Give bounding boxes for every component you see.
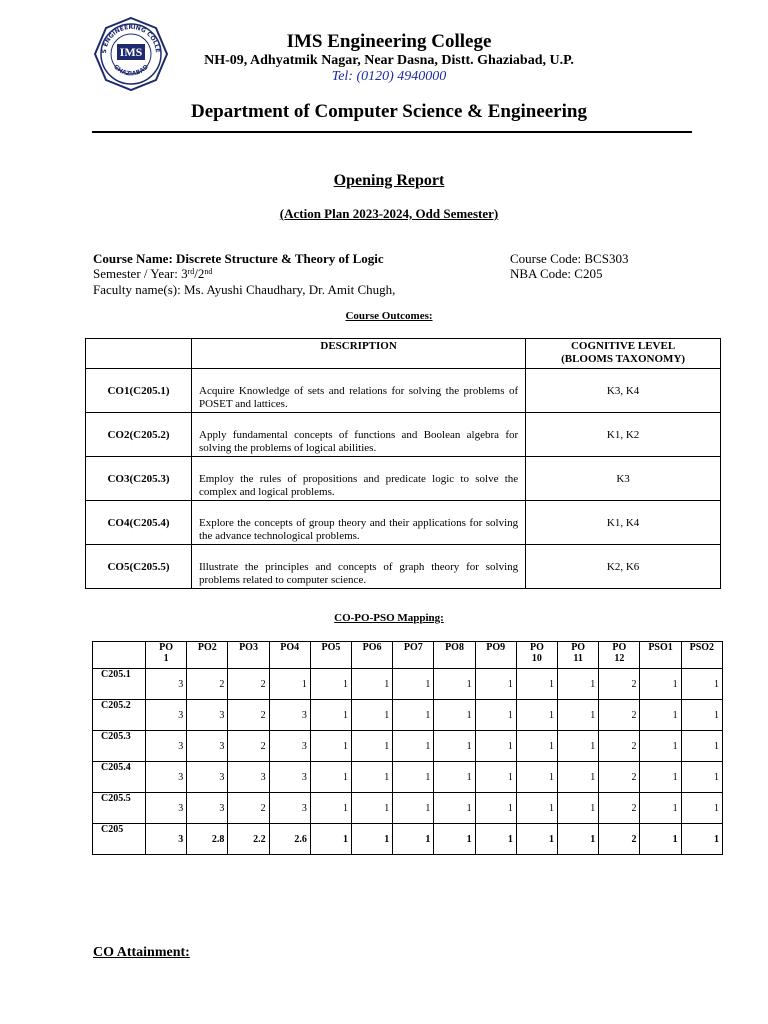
mapping-heading: CO-PO-PSO Mapping: bbox=[334, 612, 444, 624]
mapping-cell: 3 bbox=[187, 700, 228, 731]
mapping-cell: 1 bbox=[393, 762, 434, 793]
faculty-line: Faculty name(s): Ms. Ayushi Chaudhary, Dr. Amit Chugh, bbox=[93, 282, 396, 297]
mapping-cell: 1 bbox=[310, 762, 351, 793]
logo-ring-bottom-text: GHAZIABAD bbox=[112, 63, 150, 78]
mapping-column-header: PO8 bbox=[434, 642, 475, 669]
co-description: Acquire Knowledge of sets and relations for solving the problems of POSET and lattices. bbox=[192, 369, 526, 413]
mapping-column-header: PO5 bbox=[310, 642, 351, 669]
mapping-column-header: PO 10 bbox=[516, 642, 557, 669]
co-description: Explore the concepts of group theory and their applications for solving the advance technological problems. bbox=[192, 501, 526, 545]
mapping-cell: 2 bbox=[228, 700, 269, 731]
mapping-cell: 1 bbox=[310, 824, 351, 855]
mapping-cell: 3 bbox=[146, 793, 187, 824]
mapping-cell: 3 bbox=[187, 731, 228, 762]
mapping-column-header: PO 1 bbox=[146, 642, 187, 669]
mapping-cell: 3 bbox=[269, 793, 310, 824]
college-name: IMS Engineering College bbox=[286, 31, 492, 52]
mapping-cell: 3 bbox=[269, 700, 310, 731]
mapping-cell: 1 bbox=[558, 762, 599, 793]
mapping-cell: 1 bbox=[558, 700, 599, 731]
mapping-cell: 1 bbox=[640, 669, 681, 700]
mapping-cell: 1 bbox=[310, 700, 351, 731]
action-plan-subtitle: (Action Plan 2023-2024, Odd Semester) bbox=[279, 206, 499, 221]
mapping-cell: 2 bbox=[599, 793, 640, 824]
mapping-cell: 2 bbox=[599, 824, 640, 855]
mapping-cell: 1 bbox=[393, 793, 434, 824]
mapping-column-header: PO3 bbox=[228, 642, 269, 669]
mapping-cell: 1 bbox=[516, 824, 557, 855]
mapping-cell: 1 bbox=[434, 824, 475, 855]
co-level: K1, K2 bbox=[526, 413, 721, 457]
co-row bbox=[86, 501, 721, 545]
mapping-cell: 3 bbox=[269, 731, 310, 762]
mapping-cell: 1 bbox=[393, 731, 434, 762]
co-attainment-heading: CO Attainment: bbox=[93, 945, 190, 960]
college-address: NH-09, Adhyatmik Nagar, Near Dasna, Distt. Ghaziabad, U.P. bbox=[204, 53, 574, 68]
co-description: Employ the rules of propositions and predicate logic to solve the complex and logical problems. bbox=[192, 457, 526, 501]
mapping-cell: 3 bbox=[228, 762, 269, 793]
mapping-row bbox=[93, 793, 723, 824]
mapping-cell: 1 bbox=[393, 700, 434, 731]
mapping-cell: 1 bbox=[352, 824, 393, 855]
mapping-row-label: C205.2 bbox=[93, 700, 146, 731]
co-description: Illustrate the principles and concepts of graph theory for solving problems related to computer science. bbox=[192, 545, 526, 589]
mapping-column-header: PO9 bbox=[475, 642, 516, 669]
mapping-cell: 1 bbox=[640, 793, 681, 824]
mapping-cell: 2 bbox=[599, 700, 640, 731]
mapping-cell: 1 bbox=[310, 669, 351, 700]
mapping-row bbox=[93, 700, 723, 731]
mapping-row bbox=[93, 824, 723, 855]
college-telephone: Tel: (0120) 4940000 bbox=[331, 69, 447, 84]
mapping-row-label: C205.5 bbox=[93, 793, 146, 824]
mapping-cell: 1 bbox=[310, 731, 351, 762]
mapping-cell: 2 bbox=[599, 669, 640, 700]
mapping-cell: 1 bbox=[352, 669, 393, 700]
co-level: K1, K4 bbox=[526, 501, 721, 545]
course-name-value: Discrete Structure & Theory of Logic bbox=[176, 251, 384, 266]
mapping-cell: 3 bbox=[187, 793, 228, 824]
course-code-value: BCS303 bbox=[584, 251, 629, 266]
mapping-cell: 3 bbox=[146, 669, 187, 700]
mapping-column-header: PO7 bbox=[393, 642, 434, 669]
mapping-cell: 3 bbox=[269, 762, 310, 793]
co-name: CO2(C205.2) bbox=[86, 413, 192, 457]
co-header-level: COGNITIVE LEVEL (BLOOMS TAXONOMY) bbox=[526, 339, 721, 369]
mapping-cell: 1 bbox=[269, 669, 310, 700]
mapping-cell: 1 bbox=[434, 700, 475, 731]
course-outcomes-table bbox=[85, 338, 721, 589]
mapping-cell: 1 bbox=[558, 731, 599, 762]
mapping-column-header: PSO2 bbox=[681, 642, 722, 669]
mapping-cell: 1 bbox=[516, 793, 557, 824]
department-name: Department of Computer Science & Engineering bbox=[191, 101, 587, 122]
mapping-cell: 1 bbox=[681, 700, 722, 731]
mapping-cell: 1 bbox=[434, 731, 475, 762]
semester-line: Semester / Year: 3rd/2nd bbox=[93, 266, 213, 281]
mapping-row bbox=[93, 669, 723, 700]
course-name-line: Course Name: Discrete Structure & Theory of Logic bbox=[93, 251, 384, 266]
course-code-line: Course Code: BCS303 bbox=[510, 251, 629, 266]
mapping-cell: 2.8 bbox=[187, 824, 228, 855]
mapping-cell: 2 bbox=[228, 731, 269, 762]
mapping-cell: 1 bbox=[681, 762, 722, 793]
mapping-row-label: C205 bbox=[93, 824, 146, 855]
faculty-value: Ms. Ayushi Chaudhary, Dr. Amit Chugh, bbox=[183, 282, 396, 297]
mapping-cell: 3 bbox=[146, 700, 187, 731]
mapping-cell: 3 bbox=[146, 731, 187, 762]
nba-code-line: NBA Code: C205 bbox=[510, 266, 603, 281]
mapping-corner bbox=[93, 642, 146, 669]
co-row bbox=[86, 413, 721, 457]
co-name: CO4(C205.4) bbox=[86, 501, 192, 545]
co-header-description: DESCRIPTION bbox=[192, 339, 526, 369]
mapping-row-label: C205.3 bbox=[93, 731, 146, 762]
mapping-cell: 3 bbox=[187, 762, 228, 793]
mapping-cell: 3 bbox=[146, 762, 187, 793]
mapping-cell: 2 bbox=[228, 669, 269, 700]
co-level: K3, K4 bbox=[526, 369, 721, 413]
mapping-row bbox=[93, 762, 723, 793]
mapping-cell: 1 bbox=[475, 793, 516, 824]
mapping-cell: 1 bbox=[310, 793, 351, 824]
mapping-cell: 1 bbox=[558, 669, 599, 700]
mapping-row-label: C205.4 bbox=[93, 762, 146, 793]
mapping-cell: 1 bbox=[516, 762, 557, 793]
mapping-cell: 1 bbox=[640, 700, 681, 731]
report-title: Opening Report bbox=[333, 172, 445, 189]
mapping-row bbox=[93, 731, 723, 762]
header-divider bbox=[92, 131, 692, 133]
mapping-cell: 1 bbox=[516, 731, 557, 762]
mapping-cell: 1 bbox=[393, 669, 434, 700]
mapping-cell: 2 bbox=[187, 669, 228, 700]
course-outcomes-heading: Course Outcomes: bbox=[345, 310, 433, 322]
mapping-column-header: PO 11 bbox=[558, 642, 599, 669]
mapping-cell: 1 bbox=[640, 762, 681, 793]
co-level: K3 bbox=[526, 457, 721, 501]
logo-text: IMS bbox=[119, 45, 143, 59]
co-description: Apply fundamental concepts of functions and Boolean algebra for solving the problems of logical abilities. bbox=[192, 413, 526, 457]
mapping-cell: 1 bbox=[516, 700, 557, 731]
mapping-cell: 1 bbox=[640, 824, 681, 855]
mapping-cell: 1 bbox=[434, 762, 475, 793]
mapping-column-header: PO6 bbox=[352, 642, 393, 669]
co-name: CO1(C205.1) bbox=[86, 369, 192, 413]
mapping-cell: 1 bbox=[475, 669, 516, 700]
co-row bbox=[86, 545, 721, 589]
mapping-cell: 1 bbox=[434, 669, 475, 700]
mapping-cell: 1 bbox=[434, 793, 475, 824]
mapping-cell: 1 bbox=[475, 824, 516, 855]
mapping-row-label: C205.1 bbox=[93, 669, 146, 700]
mapping-column-header: PO2 bbox=[187, 642, 228, 669]
mapping-cell: 2 bbox=[599, 762, 640, 793]
mapping-cell: 1 bbox=[393, 824, 434, 855]
mapping-cell: 1 bbox=[475, 762, 516, 793]
mapping-cell: 1 bbox=[475, 700, 516, 731]
co-header-name bbox=[86, 339, 192, 369]
mapping-cell: 1 bbox=[475, 731, 516, 762]
mapping-cell: 1 bbox=[516, 669, 557, 700]
college-logo bbox=[93, 16, 169, 92]
mapping-cell: 2 bbox=[228, 793, 269, 824]
mapping-cell: 1 bbox=[681, 669, 722, 700]
mapping-cell: 1 bbox=[681, 793, 722, 824]
mapping-cell: 1 bbox=[352, 793, 393, 824]
mapping-cell: 1 bbox=[681, 824, 722, 855]
co-level: K2, K6 bbox=[526, 545, 721, 589]
mapping-cell: 1 bbox=[352, 700, 393, 731]
svg-text:GHAZIABAD bbox=[112, 63, 150, 77]
co-name: CO3(C205.3) bbox=[86, 457, 192, 501]
co-row bbox=[86, 369, 721, 413]
mapping-cell: 1 bbox=[558, 824, 599, 855]
co-row bbox=[86, 457, 721, 501]
mapping-cell: 3 bbox=[146, 824, 187, 855]
mapping-cell: 1 bbox=[352, 731, 393, 762]
mapping-column-header: PSO1 bbox=[640, 642, 681, 669]
mapping-cell: 2.6 bbox=[269, 824, 310, 855]
mapping-column-header: PO4 bbox=[269, 642, 310, 669]
mapping-cell: 2.2 bbox=[228, 824, 269, 855]
mapping-cell: 1 bbox=[352, 762, 393, 793]
mapping-cell: 2 bbox=[599, 731, 640, 762]
mapping-cell: 1 bbox=[681, 731, 722, 762]
co-po-pso-mapping-table bbox=[92, 641, 723, 855]
mapping-cell: 1 bbox=[640, 731, 681, 762]
nba-code-value: C205 bbox=[574, 266, 603, 281]
logo-ring-top-text: S ENGINEERING COLLE bbox=[100, 23, 162, 54]
mapping-column-header: PO 12 bbox=[599, 642, 640, 669]
co-name: CO5(C205.5) bbox=[86, 545, 192, 589]
mapping-cell: 1 bbox=[558, 793, 599, 824]
